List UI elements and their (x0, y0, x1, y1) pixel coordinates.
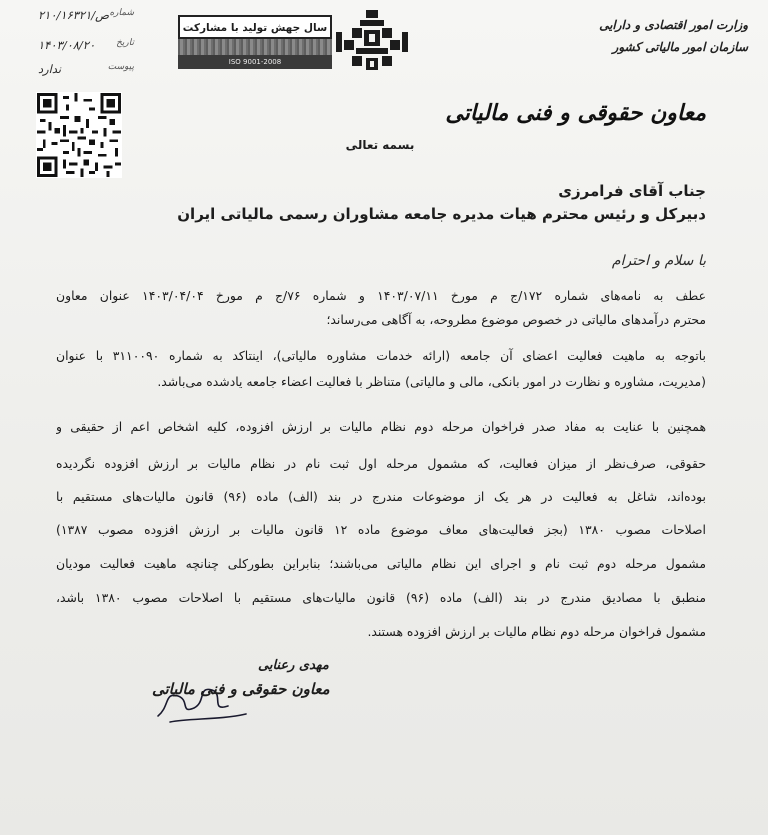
body-line: اصلاحات مصوب ۱۳۸۰ (بجز فعالیت‌های معاف موضوع ماده ۱۲ قانون مالیات بر ارزش افزوده مصوب ۱۳۸۷) (56, 522, 706, 537)
year-slogan-box: سال جهش تولید با مشارکت (178, 15, 332, 39)
body-line: منطبق با مصادیق مندرج در بند (الف) ماده (۹۶) قانون مالیات‌های مستقیم با اصلاحات مصوب ۱۳۸۰ باشد، (56, 590, 706, 605)
body-line: مشمول مرحله دوم ثبت نام و اجرای این نظام مالیاتی می‌باشند؛ بنابراین بطورکلی چنانچه ماهیت فعالیت مودیان (56, 556, 706, 571)
body-line: محترم درآمدهای مالیاتی در خصوص موضوع مطروحه، به آگاهی می‌رساند؛ (326, 312, 706, 327)
signatory-name: مهدی رعنایی (258, 658, 329, 673)
letter-attachment (38, 62, 134, 78)
letter-attachment-label: پیوست (107, 62, 134, 72)
ministry-header (573, 14, 748, 58)
letter-number (38, 8, 134, 24)
body-line: مشمول فراخوان مرحله دوم نظام مالیات بر ارزش افزوده هستند. (367, 624, 706, 639)
addressee-name: جناب آقای فرامرزی (558, 182, 706, 200)
body-line-text: همچنین با عنایت به مفاد صدر فراخوان مرحله دوم نظام مالیات بر ارزش افزوده، کلیه اشخاص اعم از حقیقی و (56, 419, 706, 434)
body-line: باتوجه به ماهیت فعالیت اعضای آن جامعه (ارائه خدمات مشاوره مالیاتی)، اینتاکد به شماره ۳۱۱۰۰۹۰ با عنوان (56, 348, 706, 363)
letter-number-value: ۲۱۰/۱۶۳۲۱/ص (38, 8, 110, 22)
body-line-text: بوده‌اند، شاغل به فعالیت در هر یک از موضوعات مندرج در بند (الف) ماده (۹۶) قانون مالیات‌های مستقیم با (56, 489, 706, 504)
invocation: بسمه تعالی (345, 138, 415, 152)
qr-code (36, 92, 122, 178)
organization-logo (332, 8, 412, 74)
letter-attachment-value: ندارد (38, 62, 62, 76)
organization-name: سازمان امور مالیاتی کشور (612, 40, 748, 54)
body-line-text: حقوقی، صرف‌نظر از میزان فعالیت، که مشمول مرحله اول ثبت نام در نظام مالیات بر ارزش افزوده نگردیده (56, 456, 706, 471)
letter-date-value: ۱۴۰۳/۰۸/۲۰ (38, 38, 96, 52)
department-heading: معاون حقوقی و فنی مالیاتی (445, 100, 706, 126)
letter-date-label: تاریخ (116, 38, 134, 48)
iso-label: ISO 9001-2008 (178, 55, 332, 69)
letter-number-label: شماره (109, 8, 134, 18)
signatory-title: معاون حقوقی و فنی مالیاتی (152, 680, 330, 698)
body-line: (مدیریت، مشاوره و نظارت در امور بانکی، مالی و مالیاتی) متناظر با فعالیت اعضاء جامعه یادشده می‌باشد. (157, 374, 706, 389)
letter-date (38, 38, 134, 54)
body-line-underlined (56, 489, 706, 505)
ministry-name: وزارت امور اقتصادی و دارایی (599, 18, 748, 32)
addressee-title: دبیرکل و رئیس محترم هیات مدیره جامعه مشاوران رسمی مالیاتی ایران (177, 205, 706, 223)
body-line-underlined (56, 419, 706, 435)
body-line: عطف به نامه‌های شماره ۱۷۲/ج م مورخ ۱۴۰۳/۰۷/۱۱ و شماره ۷۶/ج م مورخ ۱۴۰۳/۰۴/۰۴ عنوان معاون (56, 288, 706, 303)
greeting: با سلام و احترام (611, 253, 706, 269)
body-line-underlined (56, 456, 706, 472)
